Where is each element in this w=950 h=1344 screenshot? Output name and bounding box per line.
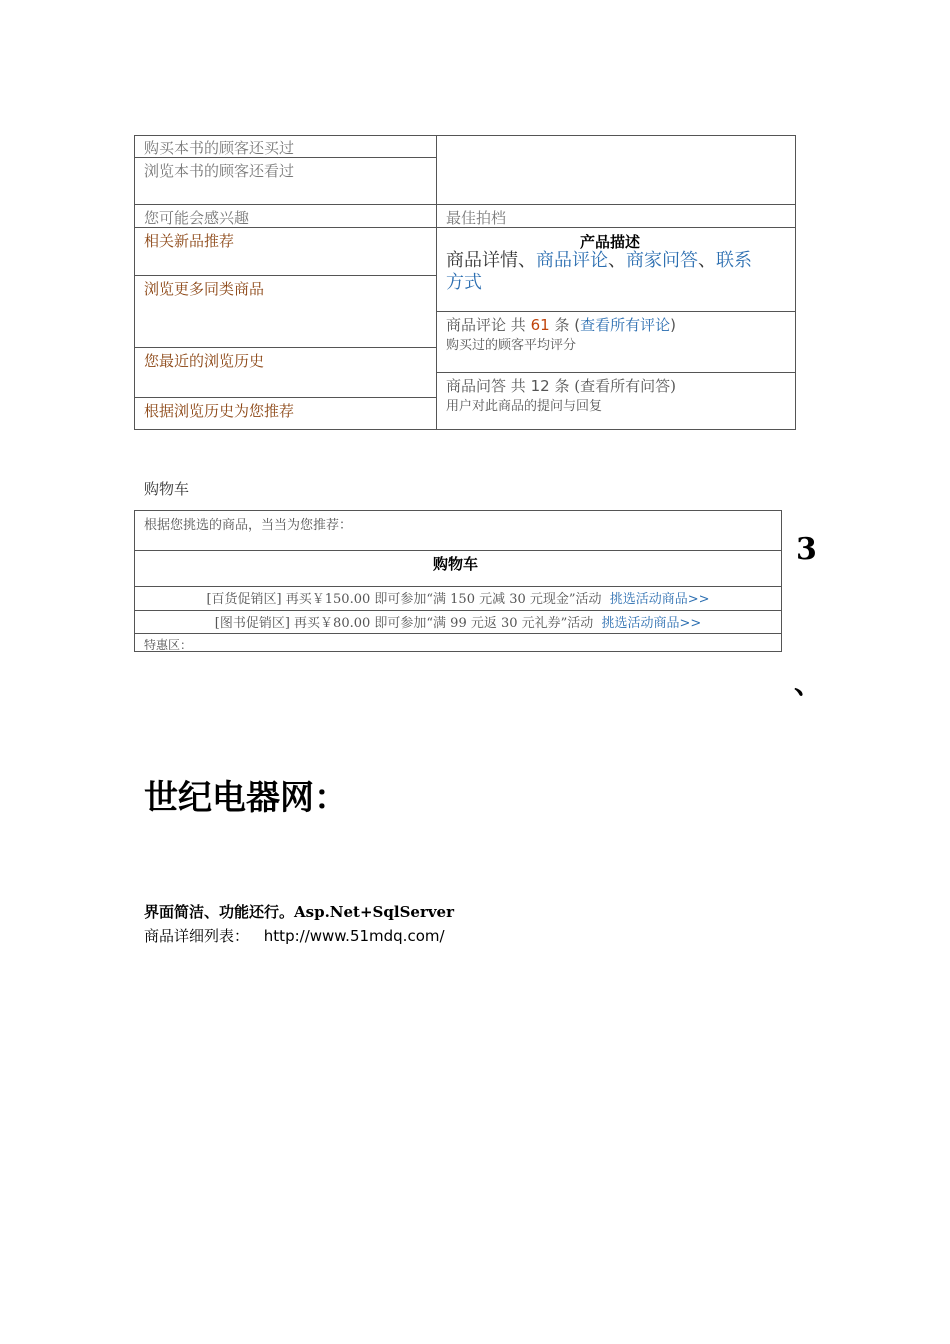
cart-heading: 购物车 (144, 480, 190, 498)
qa-label: 商品问答 (446, 377, 507, 395)
row-divider (134, 550, 782, 551)
section-mark: 、 (794, 667, 823, 700)
review-total-prefix: 共 (510, 316, 526, 334)
row-divider (134, 275, 436, 276)
review-unit: 条 (554, 316, 570, 334)
contact-link-cont[interactable]: 方式 (446, 272, 482, 293)
qa-link[interactable]: 商家问答 (626, 250, 698, 271)
qa-count: 12 (530, 377, 550, 395)
may-like-label: 您可能会感兴趣 (144, 209, 250, 227)
recent-history-link[interactable]: 您最近的浏览历史 (144, 352, 265, 370)
detail-label: 商品详情 (446, 250, 518, 271)
promo-row-1 (134, 588, 782, 607)
promo-text-2: [图书促销区] 再买￥80.00 即可参加“满 99 元返 30 元礼券”活动 (214, 616, 594, 631)
site-title: 世纪电器网： (144, 778, 348, 818)
row-divider (134, 204, 796, 205)
row-divider (436, 372, 796, 373)
contact-link[interactable]: 联系 (716, 250, 752, 271)
product-desc-title: 产品描述 (580, 233, 641, 251)
separator: 、 (698, 250, 716, 271)
special-area-label: 特惠区： (144, 638, 193, 652)
review-link[interactable]: 商品评论 (536, 250, 608, 271)
cart-recommend-label: 根据您挑选的商品，当当为您推荐： (144, 518, 353, 533)
qa-unit: 条 (554, 377, 570, 395)
detail-line (144, 925, 445, 946)
best-match-label: 最佳拍档 (446, 209, 507, 227)
qa-total-prefix: 共 (510, 377, 526, 395)
more-same-link[interactable]: 浏览更多同类商品 (144, 280, 265, 298)
related-new-link[interactable]: 相关新品推荐 (144, 232, 235, 250)
table-divider (436, 135, 437, 430)
review-sub: 购买过的顾客平均评分 (446, 338, 577, 353)
detail-url-link[interactable]: http://www.51mdq.com/ (263, 927, 445, 945)
row-divider (134, 633, 782, 634)
recommend-history-link[interactable]: 根据浏览历史为您推荐 (144, 402, 295, 420)
row-divider (134, 347, 436, 348)
section-number: 3 (796, 532, 817, 567)
desc-links (446, 250, 786, 294)
row-divider (134, 610, 782, 611)
row-divider (436, 311, 796, 312)
review-summary: 商品评论 共 61 条 (查看所有评论) (446, 316, 676, 334)
detail-list-label: 商品详细列表： (144, 927, 250, 945)
viewed-also-label: 浏览本书的顾客还看过 (144, 162, 295, 180)
cart-title: 购物车 (433, 555, 479, 573)
promo-link-2[interactable]: 挑选活动商品>> (601, 616, 702, 631)
review-label: 商品评论 (446, 316, 507, 334)
promo-row-2 (134, 612, 782, 631)
separator: 、 (518, 250, 536, 271)
separator: 、 (608, 250, 626, 271)
row-divider (134, 586, 782, 587)
view-all-qa-link[interactable]: (查看所有问答) (574, 377, 676, 395)
row-divider (134, 397, 436, 398)
promo-link-1[interactable]: 挑选活动商品>> (609, 592, 710, 607)
note-text: 界面简洁、功能还行。Asp.Net+SqlServer (144, 903, 455, 921)
promo-text-1: [百货促销区] 再买￥150.00 即可参加“满 150 元减 30 元现金”活动 (206, 592, 602, 607)
view-all-reviews-link[interactable]: 查看所有评论 (580, 316, 671, 334)
review-count: 61 (530, 316, 550, 334)
qa-summary (446, 375, 676, 396)
qa-sub: 用户对此商品的提问与回复 (446, 399, 603, 414)
bought-also-label: 购买本书的顾客还买过 (144, 139, 295, 157)
